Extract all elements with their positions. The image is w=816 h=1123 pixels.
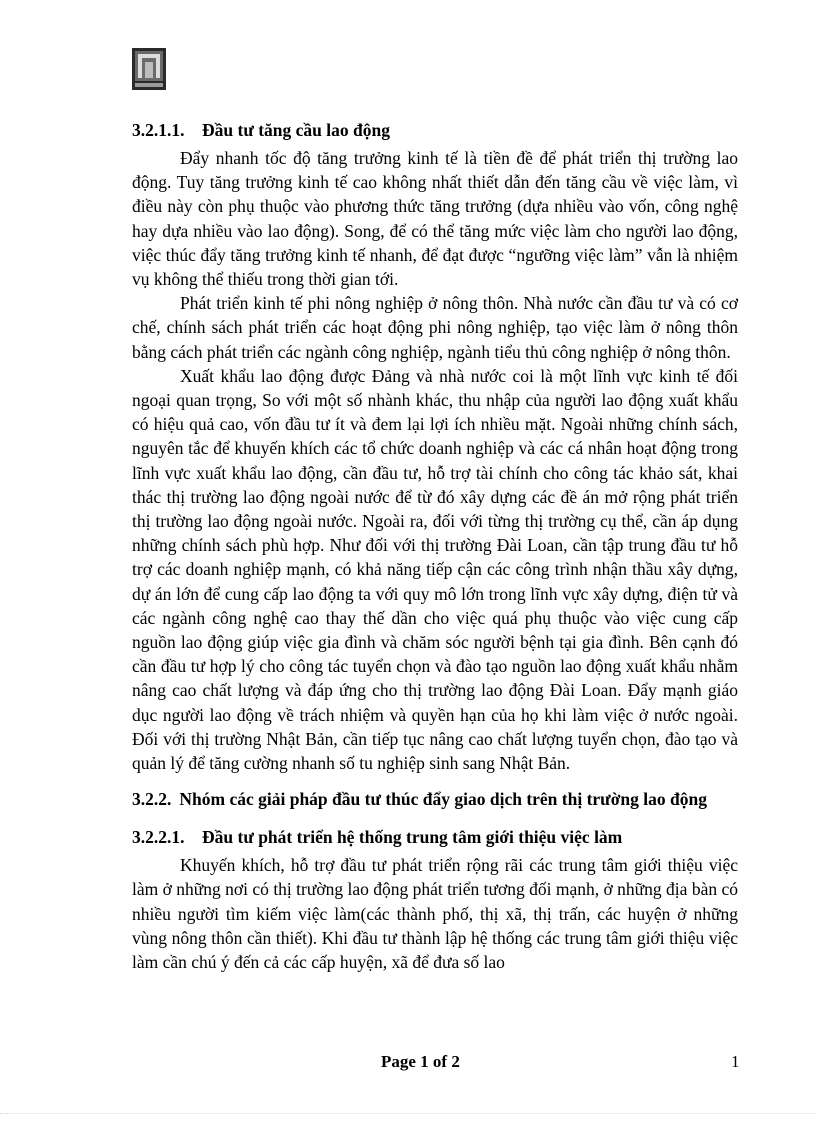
paragraph: Xuất khẩu lao động được Đảng và nhà nước coi là một lĩnh vực kinh tế đối ngoại quan trọng, So với một số nhành khác, thu nhập của người lao động xuất khẩu có hiệu quả cao, vốn đầu tư ít và đem lại lợi ích nhiều mặt. Ngoài những chính sách, nguyên tắc để khuyến khích các tổ chức doanh nghiệp và các cá nhân hoạt động trong lĩnh vực xuất khẩu lao động, cần đầu tư, hỗ trợ tài chính cho công tác khảo sát, khai thác thị trường lao động ngoài nước để từ đó xây dựng các đề án mở rộng phát triển thị trường lao động ngoài nước. Ngoài ra, đối với từng thị trường cụ thể, cần áp dụng những chính sách phù hợp. Như đối với thị trường Đài Loan, cần tập trung đầu tư hỗ trợ các doanh nghiệp mạnh, có khả năng tiếp cận các công trình nhận thầu xây dựng, dự án lớn để cung cấp lao động ta với quy mô lớn trong lĩnh vực xây dựng, điện tử và các ngành công nghệ cao thay thế dần cho việc quá phụ thuộc vào việc cung cấp nguồn lao động giúp việc gia đình và chăm sóc người bệnh tại gia đình. Bên cạnh đó cần đầu tư hợp lý cho công tác tuyển chọn và đào tạo nguồn lao động xuất khẩu nhằm nâng cao chất lượng và đáp ứng cho thị trường lao động Đài Loan. Đẩy mạnh giáo dục người lao động về trách nhiệm và quyền hạn của họ khi làm việc ở nước ngoài. Đối với thị trường Nhật Bản, cần tiếp tục nâng cao chất lượng tuyển chọn, đào tạo và quản lý để tăng cường nhanh số tu nghiệp sinh sang Nhật Bản. bbox=[132, 365, 738, 774]
section-heading-3-2-1-1 bbox=[132, 118, 738, 142]
page-number: 1 bbox=[731, 1052, 740, 1071]
document-body bbox=[132, 118, 738, 974]
section-number: 3.2.1.1. bbox=[132, 120, 185, 140]
paragraph: Phát triển kinh tế phi nông nghiệp ở nông thôn. Nhà nước cần đầu tư và có cơ chế, chính sách phát triển các hoạt động phi nông nghiệp, tạo việc làm ở nông thôn bằng cách phát triển các ngành công nghiệp, ngành tiểu thủ công nghiệp ở nông thôn. bbox=[132, 293, 738, 362]
section-heading-3-2-2 bbox=[132, 787, 738, 811]
page-label: Page 1 of 2 bbox=[381, 1052, 460, 1071]
section-number: 3.2.2. bbox=[132, 789, 172, 810]
section-title: Đầu tư tăng cầu lao động bbox=[202, 120, 390, 140]
section-title: Đầu tư phát triển hệ thống trung tâm giới thiệu việc làm bbox=[202, 827, 623, 848]
section-heading-3-2-2-1 bbox=[132, 825, 738, 849]
section-number: 3.2.2.1. bbox=[132, 827, 185, 848]
page-divider bbox=[0, 1113, 816, 1114]
paragraph: Đẩy nhanh tốc độ tăng trưởng kinh tế là tiền đề để phát triển thị trường lao động. Tuy tăng trưởng kinh tế cao không nhất thiết dẫn đến tăng cầu về việc làm, vì điều này còn phụ thuộc vào phương thức tăng trưởng (dựa nhiều vào vốn, công nghệ hay dựa nhiều vào lao động). Song, để có thể tăng mức việc làm cho người lao động, việc thúc đẩy tăng trưởng kinh tế nhanh, để đạt được “ngưỡng việc làm” vẫn là nhiệm vụ không thể thiếu trong thời gian tới. bbox=[132, 148, 738, 290]
section-title: Nhóm các giải pháp đầu tư thúc đẩy giao dịch trên thị trường lao động bbox=[179, 789, 707, 810]
paragraph: Khuyến khích, hỗ trợ đầu tư phát triển rộng rãi các trung tâm giới thiệu việc làm ở những nơi có thị trường lao động phát triển tương đối mạnh, ở những địa bàn có nhiều người tìm kiếm việc làm(các thành phố, thị xã, thị trấn, các huyện ở những vùng nông thôn cần thiết). Khi đầu tư thành lập hệ thống các trung tâm giới thiệu việc làm cần chú ý đến cả các cấp huyện, xã để đưa số lao bbox=[132, 855, 738, 973]
document-logo-icon bbox=[132, 48, 166, 90]
